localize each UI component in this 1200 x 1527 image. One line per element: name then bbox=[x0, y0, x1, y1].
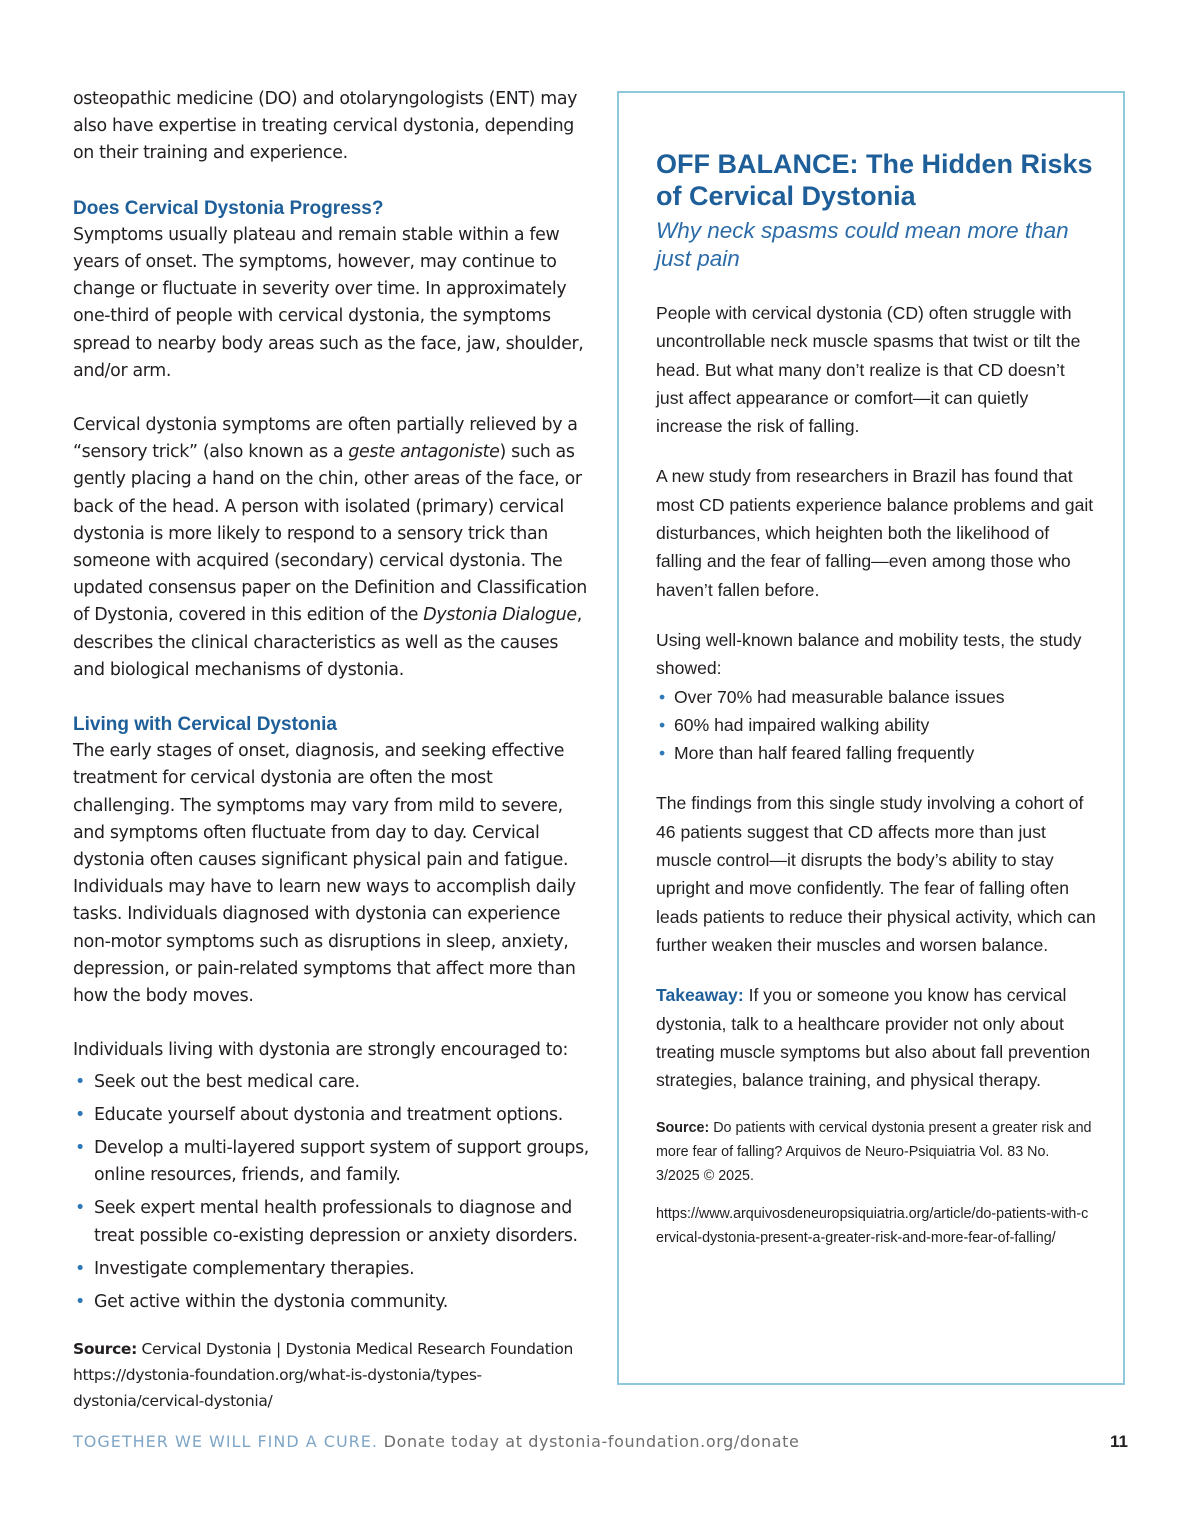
box-paragraph-1: People with cervical dystonia (CD) often struggle with uncontrollable neck muscle spasms that twist or tilt the head. But what many don’t realize is that CD doesn’t just affect appearance or comfort—it can quietly increase the risk of falling. bbox=[656, 303, 1081, 437]
sensory-text-b: ) such as gently placing a hand on the chin, other areas of the face, or back of the head. A person with isolated (primary) cervical dystonia is more likely to respond to a sensory trick than someone with acquired (secondary) cervical dystonia. The updated consensus paper on the Definition and Classification of Dystonia, covered in this edition of the bbox=[73, 442, 587, 626]
study-results bbox=[656, 626, 1096, 767]
bullet-icon: • bbox=[75, 1291, 85, 1312]
sensory-paragraph bbox=[73, 412, 593, 684]
list-item bbox=[73, 1256, 593, 1283]
list-item bbox=[73, 1069, 593, 1096]
box-title: OFF BALANCE: The Hidden Risks of Cervical Dystonia bbox=[656, 149, 1093, 211]
list-item bbox=[73, 1289, 593, 1316]
footer-tagline: TOGETHER WE WILL FIND A CURE. bbox=[73, 1432, 378, 1451]
source-label: Source: bbox=[73, 1340, 137, 1359]
intro-paragraph: osteopathic medicine (DO) and otolaryngologists (ENT) may also have expertise in treating cervical dystonia, depending on their training and experience. bbox=[73, 89, 578, 164]
sidebar-box bbox=[617, 91, 1125, 1385]
bullet-icon: • bbox=[659, 743, 666, 764]
box-paragraph-3: Using well-known balance and mobility tests, the study showed: bbox=[656, 629, 1082, 679]
progress-heading: Does Cervical Dystonia Progress? bbox=[73, 197, 384, 219]
list-item-text: More than half feared falling frequently bbox=[674, 743, 975, 764]
left-source bbox=[73, 1336, 593, 1414]
box-source bbox=[656, 1116, 1096, 1188]
footer-donate[interactable]: Donate today at dystonia-foundation.org/donate bbox=[377, 1432, 800, 1451]
publication-name: Dystonia Dialogue bbox=[423, 605, 577, 626]
list-item bbox=[73, 1195, 593, 1249]
list-item bbox=[656, 739, 1096, 767]
source-url[interactable]: https://dystonia-foundation.org/what-is-dystonia/types-dystonia/cervical-dystonia/ bbox=[73, 1366, 482, 1411]
box-paragraph-4: The findings from this single study involving a cohort of 46 patients suggest that CD affects more than just muscle control—it disrupts the body’s ability to stay upright and move confidently. The fear of falling often leads patients to reduce their physical activity, which can further weaken their muscles and worsen balance. bbox=[656, 793, 1096, 955]
page-footer bbox=[73, 1432, 1128, 1451]
source-label: Source: bbox=[656, 1120, 710, 1137]
list-item bbox=[73, 1135, 593, 1189]
takeaway-label: Takeaway: bbox=[656, 985, 744, 1006]
study-list bbox=[656, 683, 1096, 768]
list-item-text: 60% had impaired walking ability bbox=[674, 714, 930, 735]
bullet-icon: • bbox=[75, 1198, 85, 1219]
list-item-text: Educate yourself about dystonia and treatment options. bbox=[94, 1104, 563, 1125]
encouraged-list bbox=[73, 1069, 593, 1317]
list-item-text: Investigate complementary therapies. bbox=[94, 1258, 415, 1279]
encouraged-intro: Individuals living with dystonia are strongly encouraged to: bbox=[73, 1040, 568, 1061]
list-item-text: Get active within the dystonia community. bbox=[94, 1291, 448, 1312]
takeaway-paragraph bbox=[656, 981, 1096, 1094]
source-text: Do patients with cervical dystonia present a greater risk and more fear of falling? Arquivos de Neuro-Psiquiatria Vol. 83 No. 3/2025 © 2025. bbox=[656, 1120, 1092, 1185]
page-number: 11 bbox=[1110, 1432, 1128, 1451]
bullet-icon: • bbox=[75, 1137, 85, 1158]
bullet-icon: • bbox=[75, 1071, 85, 1092]
takeaway-text: If you or someone you know has cervical dystonia, talk to a healthcare provider not only about treating muscle symptoms but also about fall prevention strategies, balance training, and physical therapy. bbox=[656, 985, 1091, 1091]
sidebar-content bbox=[656, 148, 1096, 1250]
sensory-text-a: Cervical dystonia symptoms are often partially relieved by a “sensory trick” (also known as a bbox=[73, 415, 578, 463]
progress-paragraph: Symptoms usually plateau and remain stable within a few years of onset. The symptoms, however, may continue to change or fluctuate in severity over time. In approximately one-third of people with cervical dystonia, the symptoms spread to nearby body areas such as the face, jaw, shoulder, and/or arm. bbox=[73, 224, 584, 381]
list-item-text: Develop a multi-layered support system of support groups, online resources, friends, and family. bbox=[94, 1137, 589, 1186]
list-item bbox=[73, 1102, 593, 1129]
list-item bbox=[656, 711, 1096, 739]
sensory-italic: geste antagoniste bbox=[348, 442, 500, 463]
bullet-icon: • bbox=[75, 1104, 85, 1125]
box-subtitle: Why neck spasms could mean more than just pain bbox=[656, 218, 1069, 271]
bullet-icon: • bbox=[75, 1258, 85, 1279]
box-source-url[interactable]: https://www.arquivosdeneuropsiquiatria.org/article/do-patients-with-cervical-dystonia-present-a-greater-risk-and-more-fear-of-falling/ bbox=[656, 1206, 1089, 1247]
bullet-icon: • bbox=[659, 686, 666, 707]
list-item bbox=[656, 683, 1096, 711]
box-paragraph-2: A new study from researchers in Brazil has found that most CD patients experience balance problems and gait disturbances, which heighten both the likelihood of falling and the fear of falling—even among those who haven’t fallen before. bbox=[656, 466, 1094, 600]
list-item-text: Seek out the best medical care. bbox=[94, 1071, 360, 1092]
bullet-icon: • bbox=[659, 714, 666, 735]
box-body bbox=[656, 299, 1096, 1250]
living-paragraph: The early stages of onset, diagnosis, and seeking effective treatment for cervical dystonia are often the most challenging. The symptoms may vary from mild to severe, and symptoms often fluctuate from day to day. Cervical dystonia often causes significant physical pain and fatigue. Individuals may have to learn new ways to accomplish daily tasks. Individuals diagnosed with dystonia can experience non-motor symptoms such as disruptions in sleep, anxiety, depression, or pain-related symptoms that affect more than how the body moves. bbox=[73, 741, 576, 1007]
source-text: Cervical Dystonia | Dystonia Medical Research Foundation bbox=[136, 1340, 573, 1359]
living-heading: Living with Cervical Dystonia bbox=[73, 714, 337, 736]
left-column bbox=[73, 86, 593, 1414]
sensory-text-c: , describes the clinical characteristics as well as the causes and biological mechanisms of dystonia. bbox=[73, 605, 582, 680]
list-item-text: Over 70% had measurable balance issues bbox=[674, 686, 1005, 707]
list-item-text: Seek expert mental health professionals to diagnose and treat possible co-existing depression or anxiety disorders. bbox=[94, 1198, 578, 1246]
